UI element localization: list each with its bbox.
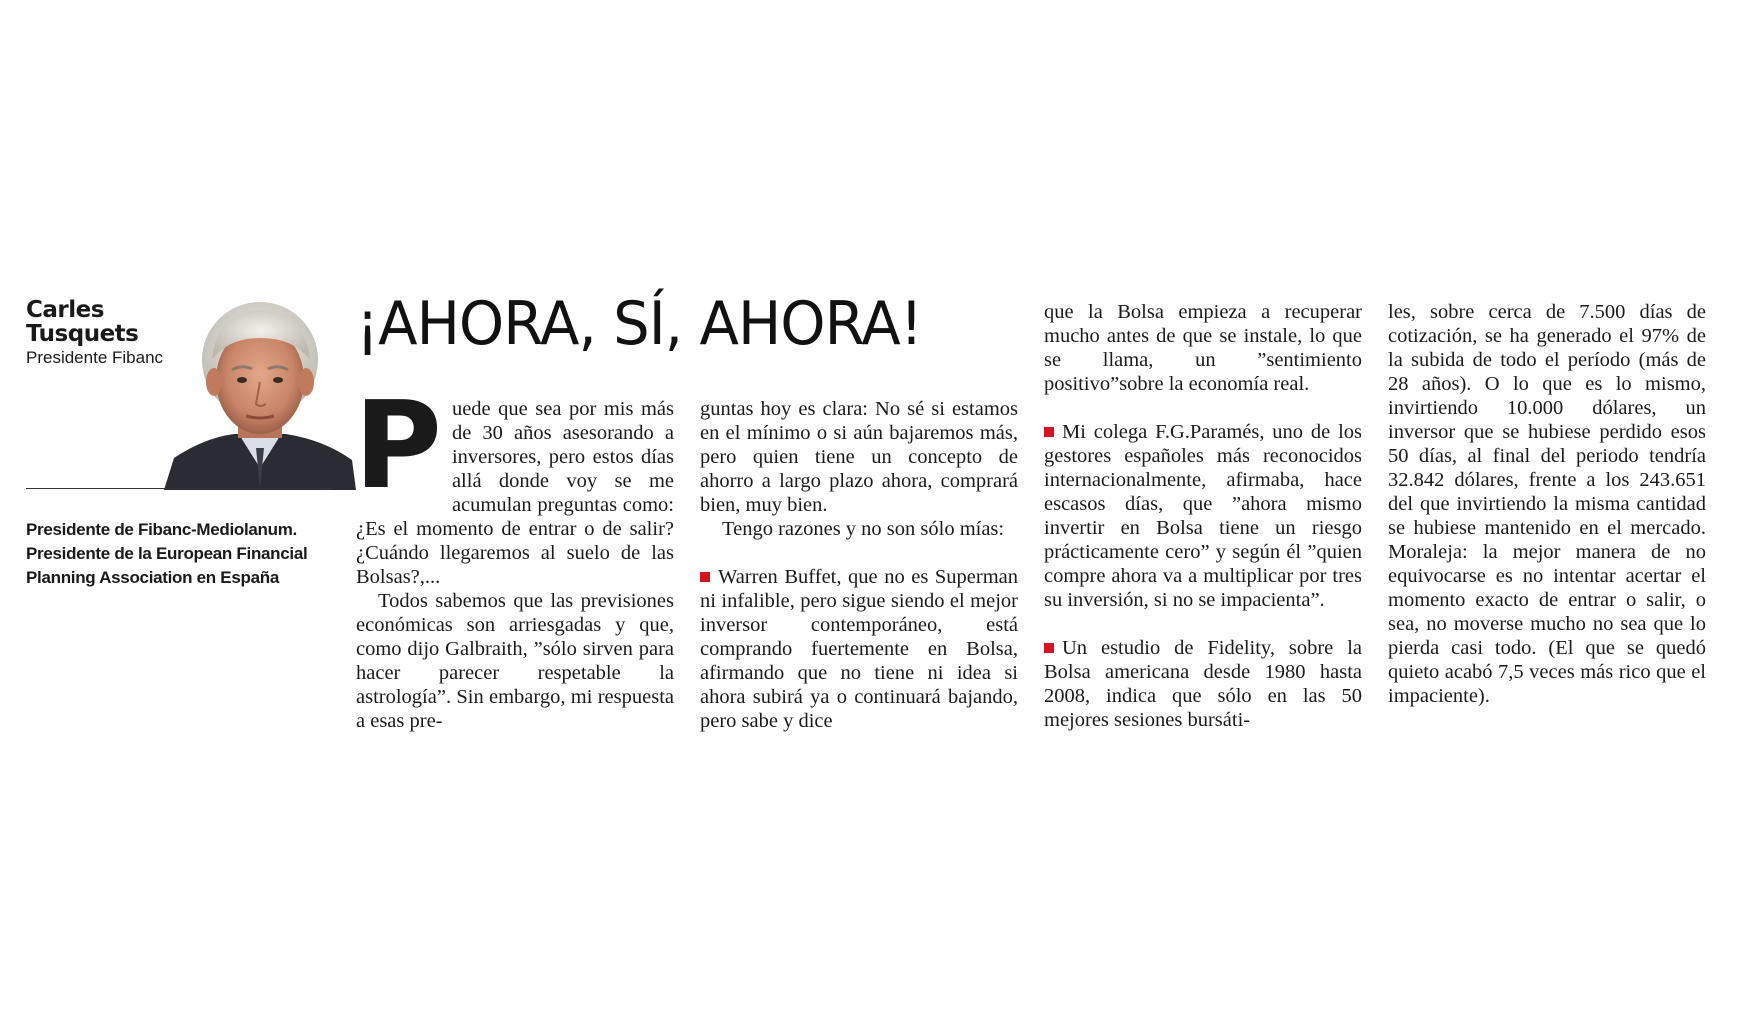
- bio-line: Presidente de Fibanc-Mediolanum.: [26, 520, 297, 539]
- paragraph: guntas hoy es clara: No sé si estamos en el mínimo o si aún bajaremos más, pero quien tiene un concepto de ahorro a largo plazo ahora, comprará bien, muy bien.: [700, 398, 1018, 516]
- paragraph: que la Bolsa empieza a recuperar mucho antes de que se instale, lo que se llama, un ”sentimiento positivo”sobre la economía real.: [1044, 301, 1362, 395]
- paragraph: Tengo razones y no son sólo mías:: [722, 518, 1005, 540]
- article-column-2: [700, 397, 1018, 733]
- author-sidebar: [26, 298, 332, 370]
- red-square-bullet-icon: [1044, 643, 1054, 653]
- paragraph: uede que sea por mis más de 30 años asesorando a inversores, pero estos días allá donde voy se me acumulan preguntas como: ¿Es el momento de entrar o de salir? ¿Cuándo llegaremos al suelo de las Bolsas?,...: [356, 398, 674, 588]
- bio-line: Planning Association en España: [26, 568, 279, 587]
- article-column-1: [354, 377, 674, 733]
- red-square-bullet-icon: [1044, 427, 1054, 437]
- paragraph-text: Un estudio de Fidelity, sobre la Bolsa americana desde 1980 hasta 2008, indica que sólo en las 50 mejores sesiones bursáti-: [1044, 637, 1362, 731]
- paragraph-text: Mi colega F.G.Paramés, uno de los gestores españoles más reconocidos internacionalmente, afirmaba, hace escasos días, que ”ahora mismo invertir en Bolsa tiene un riesgo prácticamente cero” y según él ”quien compre ahora va a multiplicar por tres su inversión, si no se impacienta”.: [1044, 421, 1362, 611]
- article-column-4: [1388, 300, 1706, 708]
- author-portrait: [164, 298, 356, 490]
- bullet-paragraph: [1044, 636, 1362, 732]
- bullet-paragraph: [700, 565, 1018, 733]
- bullet-paragraph: [1044, 420, 1362, 612]
- article-headline: ¡AHORA, SÍ, AHORA!: [356, 289, 922, 359]
- bio-line: Presidente de la European Financial: [26, 544, 308, 563]
- sidebar-divider: [26, 488, 332, 489]
- paragraph: les, sobre cerca de 7.500 días de cotización, se ha generado el 97% de la subida de todo el período (más de 28 años). O lo que es lo mismo, invirtiendo 10.000 dólares, un inversor que se hubiese perdido esos 50 días, al final del periodo tendría 32.842 dólares, frente a los 243.651 del que invirtiendo la misma cantidad se hubiese mantenido en el mercado. Moraleja: la mejor manera de no equivocarse es no intentar acertar el momento exacto de entrar o salir, o sea, no moverse mucho no sea que lo pierda casi todo. (El que se quedó quieto acabó 7,5 veces más rico que el impaciente).: [1388, 301, 1706, 707]
- author-first-name: Carles: [26, 297, 104, 323]
- author-last-name: Tusquets: [26, 321, 139, 347]
- author-bio: [26, 518, 326, 590]
- paragraph-text: Warren Buffet, que no es Superman ni infalible, pero sigue siendo el mejor inversor contemporáneo, está comprando fuertemente en Bolsa, afirmando que no tiene ni idea si ahora subirá ya o continuará bajando, pero sabe y dice: [700, 566, 1018, 732]
- paragraph: Todos sabemos que las previsiones económicas son arriesgadas y que, como dijo Galbraith, ”sólo sirven para hacer parecer respetable la astrología”. Sin embargo, mi respuesta a esas pre-: [356, 590, 674, 732]
- drop-cap: P: [354, 377, 440, 516]
- article-column-3: [1044, 300, 1362, 732]
- author-role: Presidente Fibanc: [26, 348, 164, 367]
- red-square-bullet-icon: [700, 572, 710, 582]
